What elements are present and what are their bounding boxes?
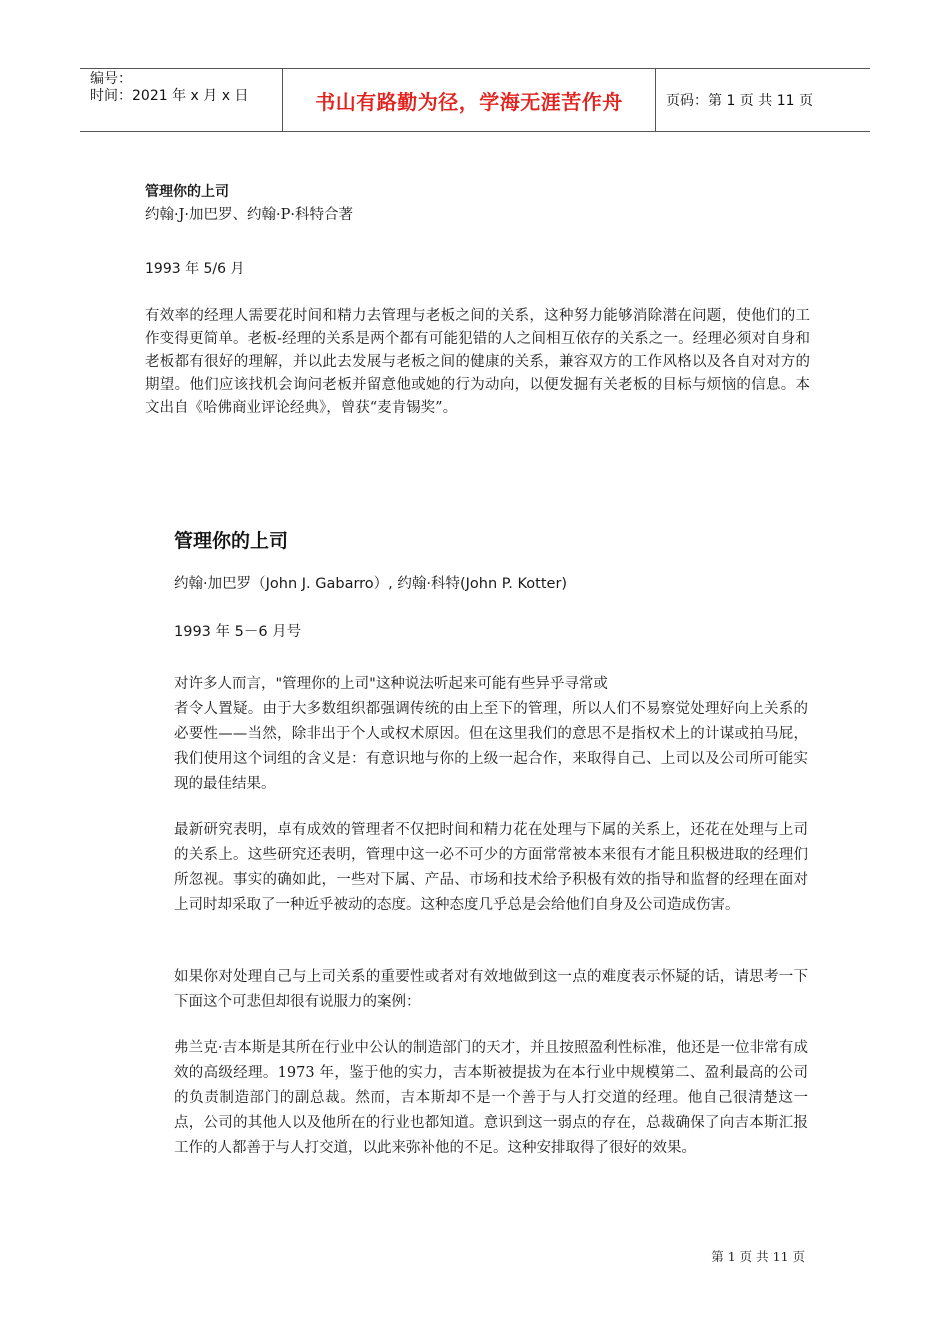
page-header <box>80 68 870 132</box>
header-meta <box>90 71 248 105</box>
paragraph-body: 者令人置疑。由于大多数组织都强调传统的由上至下的管理，所以人们不易察觉处理好向上关系的必要性——当然，除非出于个人或权术原因。但在这里我们的意思不是指权术上的计谋或拍马屁，我们使用这个词组的含义是：有意识地与你的上级一起合作，来取得自己、上司以及公司所可能实现的最佳结果。 <box>174 701 808 792</box>
article-paragraph: 如果你对处理自己与上司关系的重要性或者对有效地做到这一点的难度表示怀疑的话，请思考一下下面这个可悲但却很有说服力的案例： <box>174 969 808 1010</box>
abstract-summary: 有效率的经理人需要花时间和精力去管理与老板之间的关系，这种努力能够消除潜在问题，使他们的工作变得更简单。老板-经理的关系是两个都有可能犯错的人之间相互依存的关系之一。经理必须对自身和老板都有很好的理解，并以此去发展与老板之间的健康的关系，兼容双方的工作风格以及各自对对方的期望。他们应该找机会询问老板并留意他或她的行为动向，以便发掘有关老板的目标与烦恼的信息。本文出自《哈佛商业评论经典》，曾获“麦肯锡奖”。 <box>145 308 810 416</box>
abstract-title: 管理你的上司 <box>145 184 229 200</box>
header-motto: 书山有路勤为径，学海无涯苦作舟 <box>315 90 623 114</box>
article-paragraph: 弗兰克·吉本斯是其所在行业中公认的制造部门的天才，并且按照盈利性标准，他还是一位非常有成效的高级经理。1973 年，鉴于他的实力，吉本斯被提拔为在本行业中规模第二、盈利最高的公司的负责制造部门的副总裁。然而，吉本斯却不是一个善于与人打交道的经理。他自己很清楚这一点，公司的其他人以及他所在的行业也都知道。意识到这一弱点的存在，总裁确保了向吉本斯汇报工作的人都善于与人打交道，以此来弥补他的不足。这种安排取得了很好的效果。 <box>174 1040 808 1156</box>
header-divider <box>655 69 656 131</box>
article-authors: 约翰·加巴罗（John J. Gabarro）, 约翰·科特(John P. Kotter) <box>174 576 568 592</box>
paragraph-first-line: 对许多人而言，"管理你的上司"这种说法听起来可能有些异乎寻常或 <box>174 676 608 692</box>
article-paragraph <box>174 672 808 797</box>
article-date: 1993 年 5－6 月号 <box>174 624 302 640</box>
abstract-date: 1993 年 5/6 月 <box>145 261 245 277</box>
page-footer: 第 1 页 共 11 页 <box>711 1249 805 1264</box>
abstract-authors: 约翰·J·加巴罗、约翰·P·科特合著 <box>145 207 354 223</box>
time-label: 时间：2021 年 x 月 x 日 <box>90 88 249 104</box>
number-label: 编号： <box>90 71 132 87</box>
article-title: 管理你的上司 <box>174 530 289 552</box>
header-page-code: 页码：第 1 页 共 11 页 <box>666 93 813 109</box>
article-paragraph: 最新研究表明，卓有成效的管理者不仅把时间和精力花在处理与下属的关系上，还花在处理与上司的关系上。这些研究还表明，管理中这一必不可少的方面常常被本来很有才能且积极进取的经理们所忽视。事实的确如此，一些对下属、产品、市场和技术给予积极有效的指导和监督的经理在面对上司时却采取了一种近乎被动的态度。这种态度几乎总是会给他们自身及公司造成伤害。 <box>174 822 808 913</box>
